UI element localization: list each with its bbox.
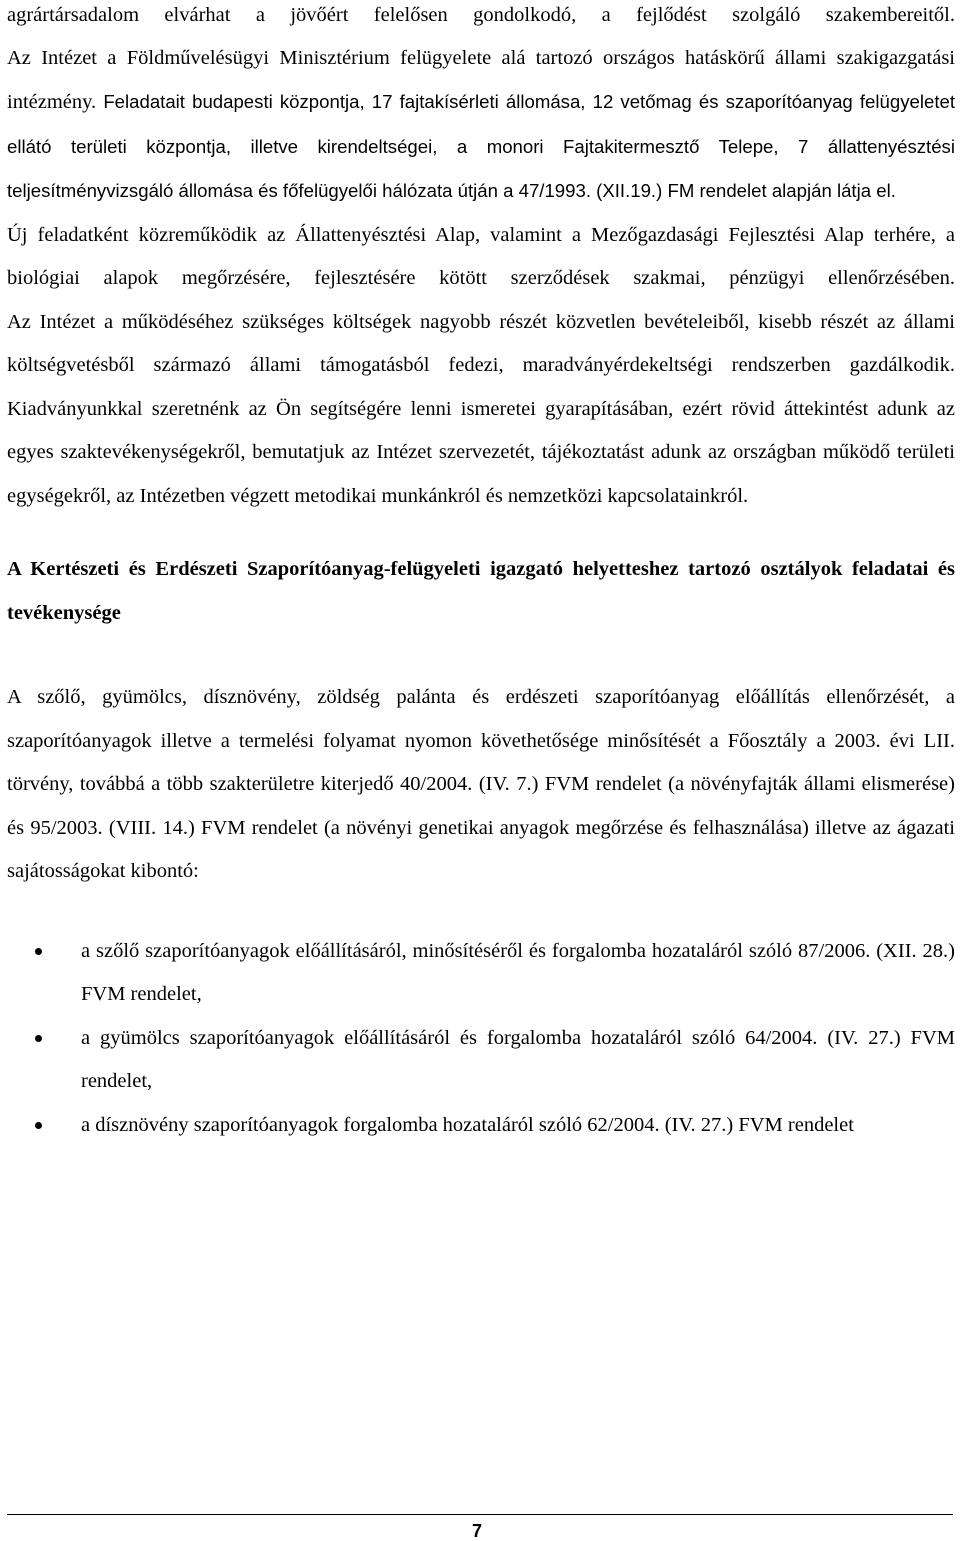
- bullet-icon: [35, 1122, 42, 1129]
- paragraph-intro-tail: [7, 0, 955, 38]
- section-heading: A Kertészeti és Erdészeti Szaporítóanyag-felügyeleti igazgató helyetteshez tartozó osztályok feladatai és tevékenysége: [7, 558, 955, 624]
- section-intro-paragraph: [7, 676, 955, 894]
- list-item-text: a dísznövény szaporítóanyagok forgalomba hozataláról szóló 62/2004. (IV. 27.) FVM rendelet: [81, 1113, 854, 1136]
- document-page: [7, 0, 955, 1147]
- paragraph-text: Kiadványunkkal szeretnénk az Ön segítségére lenni ismeretei gyarapításában, ezért rövid áttekintést adunk az egyes szaktevékenységekről, bemutatjuk az Intézet szervezetét, tájékoztatást adunk az országban működő területi egységekről, az Intézetben végzett metodikai munkánkról és nemzetközi kapcsolatainkról.: [7, 397, 955, 507]
- paragraph-text-sans: Feladatait budapesti központja, 17 fajtakísérleti állomása, 12 vetőmag és szaporítóanyag felügyeletet ellátó területi központja, illetve kirendeltségei, a monori Fajtakitermesztő Telepe, 7 állattenyésztési teljesítményvizsgáló állomása és főfelügyelői hálózata útján a 47/1993. (XII.19.) FM rendelet alapján látja el.: [7, 91, 955, 201]
- paragraph-text-serif: Az Intézet a Földművelésügyi Minisztérium felügyelete alá tartozó országos hatáskörű állami szakigazgatási intézmény.: [7, 46, 955, 113]
- footer-divider: [7, 1514, 953, 1515]
- bullet-icon: [35, 948, 42, 955]
- list-item: [7, 1104, 955, 1148]
- list-item: [7, 1017, 955, 1104]
- paragraph-text: agrártársadalom elvárhat a jövőért felelősen gondolkodó, a fejlődést szolgáló szakembereitől.: [7, 4, 955, 26]
- regulation-list: [7, 930, 955, 1148]
- bullet-icon: [35, 1035, 42, 1042]
- paragraph-text: Új feladatként közreműködik az Állattenyésztési Alap, valamint a Mezőgazdasági Fejlesztési Alap terhére, a biológiai alapok megőrzésére, fejlesztésére kötött szerződések szakmai, pénzügyi ellenőrzésében.: [7, 223, 955, 289]
- paragraph-institute-mission: [7, 37, 955, 214]
- list-item-text: a szőlő szaporítóanyagok előállításáról, minősítéséről és forgalomba hozataláról szóló 87/2006. (XII. 28.) FVM rendelet,: [81, 939, 955, 1005]
- paragraph-text: A szőlő, gyümölcs, dísznövény, zöldség palánta és erdészeti szaporítóanyag előállítás ellenőrzését, a szaporítóanyagok illetve a termelési folyamat nyomon követhetősége minősítését a Főosztály a 2003. évi LII. törvény, továbbá a több szakterületre kiterjedő 40/2004. (IV. 7.) FVM rendelet (a növényfajták állami elismerése) és 95/2003. (VIII. 14.) FVM rendelet (a növényi genetikai anyagok megőrzése és felhasználása) illetve az ágazati sajátosságokat kibontó:: [7, 686, 955, 882]
- paragraph-text: Az Intézet a működéséhez szükséges költségek nagyobb részét közvetlen bevételeiből, kisebb részét az állami költségvetésből származó állami támogatásból fedezi, maradványérdekeltségi rendszerben gazdálkodik.: [7, 310, 955, 376]
- paragraph-new-tasks: [7, 214, 955, 301]
- paragraph-funding: [7, 301, 955, 388]
- list-item: [7, 930, 955, 1017]
- list-item-text: a gyümölcs szaporítóanyagok előállításáról és forgalomba hozataláról szóló 64/2004. (IV. 27.) FVM rendelet,: [81, 1026, 955, 1092]
- page-number: 7: [472, 1521, 483, 1541]
- paragraph-publication-purpose: [7, 388, 955, 519]
